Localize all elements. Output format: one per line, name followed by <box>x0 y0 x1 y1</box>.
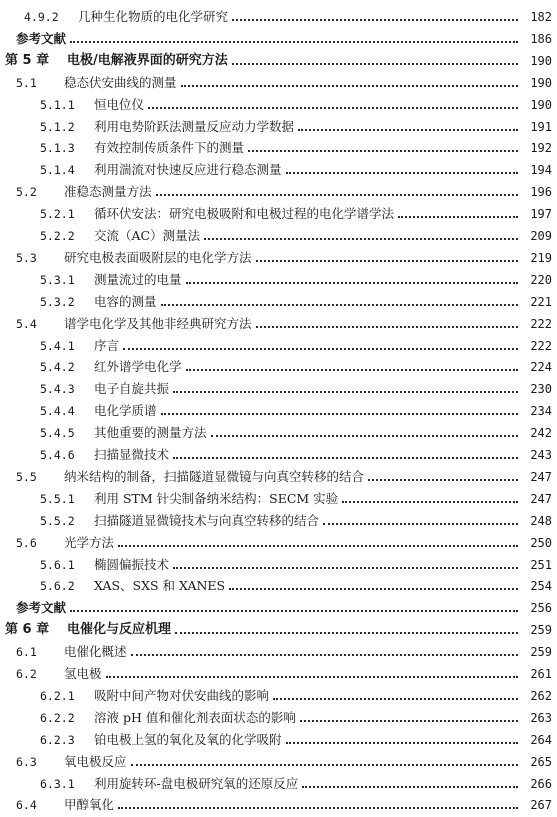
page-number: 263 <box>530 710 552 725</box>
page-number: 190 <box>530 53 552 68</box>
entry-title: 光学方法 <box>64 534 115 550</box>
page-number: 219 <box>530 250 552 265</box>
entry-number: 5.5.1 <box>40 491 75 506</box>
page-number: 230 <box>530 382 552 397</box>
page-number: 247 <box>530 491 552 506</box>
toc-entry <box>0 550 557 572</box>
toc-entry <box>0 637 557 659</box>
dot-leader <box>248 150 518 152</box>
entry-number: 6.3 <box>16 754 37 769</box>
toc-entry <box>0 199 557 221</box>
dot-leader <box>70 41 518 43</box>
entry-number: 6.3.1 <box>40 776 75 791</box>
dot-leader <box>131 764 518 766</box>
dot-leader <box>123 348 518 350</box>
entry-title: 参考文献 <box>16 30 67 46</box>
entry-title: 利用 STM 针尖制备纳米结构：SECM 实验 <box>94 490 339 506</box>
entry-number: 5.4.1 <box>40 338 75 353</box>
entry-number: 5.4.4 <box>40 404 75 419</box>
dot-leader <box>368 479 518 481</box>
entry-number: 6.2.3 <box>40 732 75 747</box>
dot-leader <box>273 698 518 700</box>
page-number: 266 <box>530 776 552 791</box>
toc-entry <box>0 133 557 155</box>
toc-entry <box>0 769 557 791</box>
entry-title: 参考文献 <box>16 600 67 616</box>
entry-title: 其他重要的测量方法 <box>94 425 207 441</box>
dot-leader <box>256 260 518 262</box>
entry-title: 扫描隧道显微镜技术与向真空转移的结合 <box>94 512 320 528</box>
dot-leader <box>161 413 518 415</box>
dot-leader <box>173 567 518 569</box>
dot-leader <box>232 19 518 21</box>
entry-title: 研究电极表面吸附层的电化学方法 <box>64 249 252 265</box>
page-number: 254 <box>530 579 552 594</box>
toc-entry <box>0 265 557 287</box>
entry-title: 扫描显微技术 <box>94 447 170 462</box>
entry-title: 测量流过的电量 <box>94 271 182 287</box>
entry-title: 利用湍流对快速反应进行稳态测量 <box>94 162 282 178</box>
dot-leader <box>232 63 518 65</box>
entry-number: 5.5 <box>16 469 37 484</box>
page-number: 248 <box>530 513 552 528</box>
dot-leader <box>148 107 518 109</box>
entry-number: 5.1.1 <box>40 97 75 112</box>
entry-title: 电容的测量 <box>94 293 157 309</box>
entry-title: 氢电极 <box>64 666 102 681</box>
entry-title: 有效控制传质条件下的测量 <box>94 140 245 156</box>
entry-title: 溶液 pH 值和催化剂表面状态的影响 <box>94 709 296 725</box>
toc-entry <box>0 681 557 703</box>
entry-title: 循环伏安法：研究电极吸附和电极过程的电化学谱学法 <box>94 206 395 222</box>
dot-leader <box>286 172 518 174</box>
entry-number: 5.3.1 <box>40 272 75 287</box>
entry-number: 5.1.3 <box>40 141 75 156</box>
page-number: 264 <box>530 732 552 747</box>
dot-leader <box>70 610 518 612</box>
toc-entry <box>0 331 557 353</box>
dot-leader <box>173 391 518 393</box>
page-number: 194 <box>530 163 552 178</box>
entry-title: 红外谱学电化学 <box>94 359 182 375</box>
toc-entry <box>0 221 557 243</box>
dot-leader <box>323 523 518 525</box>
dot-leader <box>256 326 518 328</box>
entry-title: 稳态伏安曲线的测量 <box>64 74 177 90</box>
page-number: 234 <box>530 404 552 419</box>
entry-title: 氧电极反应 <box>64 753 127 769</box>
toc-entry <box>0 90 557 112</box>
chapter-entry <box>0 615 557 637</box>
toc-entry <box>0 703 557 725</box>
entry-title: 椭圆偏振技术 <box>94 556 170 572</box>
dot-leader <box>181 85 518 87</box>
entry-number: 6.2 <box>16 667 37 681</box>
page-number: 265 <box>530 754 552 769</box>
entry-number: 5.2.1 <box>40 207 75 222</box>
page-number: 222 <box>530 338 552 353</box>
toc-entry <box>0 309 557 331</box>
page-number: 262 <box>530 688 552 703</box>
toc-entry <box>0 155 557 177</box>
dot-leader <box>118 545 518 547</box>
page-number: 190 <box>530 75 552 90</box>
dot-leader <box>156 194 518 196</box>
toc-entry <box>0 396 557 418</box>
toc-entry <box>0 2 557 24</box>
entry-title: 序言 <box>94 337 120 353</box>
toc-entry <box>0 506 557 528</box>
entry-title: 电催化与反应机理 <box>67 622 172 638</box>
dot-leader <box>173 457 518 459</box>
dot-leader <box>286 742 518 744</box>
page-number: 182 <box>530 10 552 24</box>
entry-number: 5.4 <box>16 316 37 331</box>
page-number: 251 <box>530 557 552 572</box>
entry-number: 5.4.2 <box>40 360 75 375</box>
dot-leader <box>229 588 518 590</box>
entry-title: 交流（AC）测量法 <box>94 228 201 243</box>
entry-title: 利用旋转环-盘电极研究氧的还原反应 <box>94 775 299 791</box>
toc-entry <box>0 68 557 90</box>
dot-leader <box>302 786 518 788</box>
toc-entry <box>0 571 557 593</box>
entry-number: 5.1 <box>16 75 37 90</box>
entry-number: 5.1.2 <box>40 119 75 134</box>
page-number: 259 <box>530 623 552 638</box>
toc-entry <box>0 112 557 134</box>
dot-leader <box>342 501 518 503</box>
entry-number: 4.9.2 <box>24 10 59 24</box>
dot-leader <box>186 282 518 284</box>
entry-number: 5.1.4 <box>40 163 75 178</box>
toc-entry <box>0 352 557 374</box>
page-number: 242 <box>530 426 552 441</box>
dot-leader <box>175 632 518 634</box>
page-number: 191 <box>530 119 552 134</box>
toc-entry <box>0 418 557 440</box>
toc-entry <box>0 374 557 396</box>
page-number: 196 <box>530 185 552 200</box>
entry-number: 5.6 <box>16 535 37 550</box>
page-number: 256 <box>530 601 552 616</box>
toc-entry <box>0 177 557 199</box>
entry-number: 5.4.3 <box>40 382 75 397</box>
toc-entry <box>0 440 557 462</box>
dot-leader <box>300 720 518 722</box>
references-entry <box>0 593 557 615</box>
chapter-entry <box>0 46 557 68</box>
dot-leader <box>106 676 518 678</box>
toc-entry <box>0 659 557 681</box>
entry-number: 第 6 章 <box>5 622 50 638</box>
entry-title: 电子自旋共振 <box>94 381 170 397</box>
page-number: 221 <box>530 294 552 309</box>
page-number: 190 <box>530 97 552 112</box>
entry-title: 电催化概述 <box>64 644 127 660</box>
dot-leader <box>161 304 518 306</box>
entry-title: 铂电极上氢的氧化及氧的化学吸附 <box>94 731 282 747</box>
entry-number: 6.2.2 <box>40 710 75 725</box>
page-number: 250 <box>530 535 552 550</box>
entry-title: 利用电势阶跃法测量反应动力学数据 <box>94 118 295 134</box>
page-number: 197 <box>530 207 552 222</box>
page-number: 243 <box>530 448 552 462</box>
entry-title: 几种生化物质的电化学研究 <box>78 9 229 24</box>
toc-entry <box>0 528 557 550</box>
entry-number: 5.6.2 <box>40 579 75 594</box>
entry-number: 5.2.2 <box>40 229 75 243</box>
page-number: 224 <box>530 360 552 375</box>
entry-number: 5.4.6 <box>40 448 75 462</box>
entry-title: 恒电位仪 <box>94 96 145 112</box>
toc-entry <box>0 790 557 812</box>
toc-entry <box>0 243 557 265</box>
page-number: 222 <box>530 316 552 331</box>
page-number: 192 <box>530 141 552 156</box>
page-number: 247 <box>530 469 552 484</box>
entry-number: 5.5.2 <box>40 513 75 528</box>
entry-number: 5.2 <box>16 185 37 200</box>
entry-title: 甲醇氧化 <box>64 797 115 813</box>
toc-entry <box>0 462 557 484</box>
toc-entry <box>0 725 557 747</box>
entry-title: XAS、SXS 和 XANES <box>94 578 226 594</box>
entry-number: 6.2.1 <box>40 688 75 703</box>
dot-leader <box>131 654 518 656</box>
dot-leader <box>186 369 518 371</box>
entry-title: 吸附中间产物对伏安曲线的影响 <box>94 687 270 703</box>
page-number: 209 <box>530 229 552 243</box>
page-number: 220 <box>530 272 552 287</box>
dot-leader <box>211 435 518 437</box>
page-number: 267 <box>530 798 552 813</box>
entry-title: 电极/电解液界面的研究方法 <box>67 52 228 68</box>
entry-title: 纳米结构的制备，扫描隧道显微镜与向真空转移的结合 <box>64 468 365 484</box>
entry-number: 5.6.1 <box>40 557 75 572</box>
page-number: 261 <box>530 667 552 681</box>
toc-entry <box>0 287 557 309</box>
dot-leader <box>398 216 518 218</box>
page-number: 259 <box>530 645 552 660</box>
entry-number: 5.3 <box>16 250 37 265</box>
entry-number: 第 5 章 <box>5 52 50 68</box>
entry-number: 5.4.5 <box>40 426 75 441</box>
references-entry <box>0 24 557 46</box>
dot-leader <box>298 129 518 131</box>
entry-title: 准稳态测量方法 <box>64 184 152 200</box>
entry-number: 6.4 <box>16 798 37 813</box>
toc-entry <box>0 484 557 506</box>
dot-leader <box>204 238 518 240</box>
entry-title: 电化学质谱 <box>94 403 157 419</box>
toc-entry <box>0 747 557 769</box>
dot-leader <box>118 807 518 809</box>
entry-number: 6.1 <box>16 645 37 660</box>
entry-number: 5.3.2 <box>40 294 75 309</box>
page-number: 186 <box>530 31 552 46</box>
entry-title: 谱学电化学及其他非经典研究方法 <box>64 315 252 331</box>
